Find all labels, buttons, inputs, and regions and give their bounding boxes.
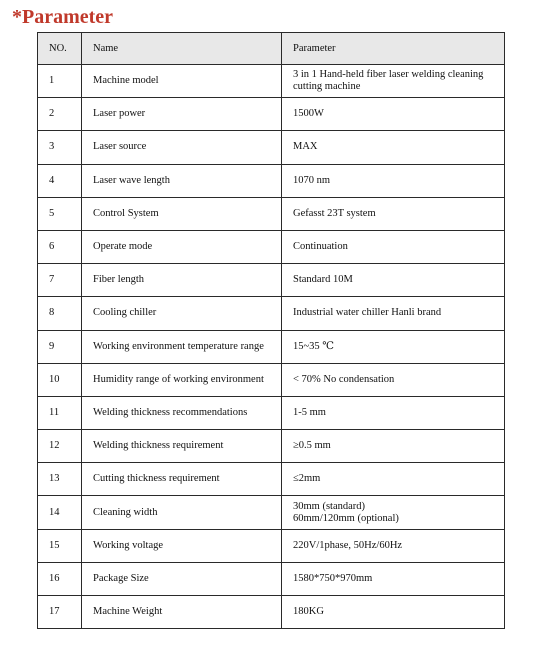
parameter-line: Industrial water chiller Hanli brand — [293, 307, 442, 319]
parameter-line: 60mm/120mm (optional) — [293, 512, 399, 524]
row-name: Welding thickness requirement — [82, 430, 282, 463]
row-number: 5 — [38, 197, 82, 230]
table-row — [38, 396, 505, 429]
table-row — [38, 230, 505, 263]
row-name: Welding thickness recommendations — [82, 396, 282, 429]
row-parameter — [282, 396, 505, 429]
row-parameter — [282, 131, 505, 164]
row-parameter — [282, 297, 505, 330]
parameter-line: MAX — [293, 141, 318, 153]
row-name: Humidity range of working environment — [82, 363, 282, 396]
row-parameter — [282, 463, 505, 496]
header-no: NO. — [38, 33, 82, 65]
row-parameter — [282, 496, 505, 529]
row-name: Machine Weight — [82, 596, 282, 629]
row-number: 1 — [38, 65, 82, 98]
row-name: Fiber length — [82, 264, 282, 297]
parameter-line: ≤2mm — [293, 473, 321, 485]
table-row — [38, 363, 505, 396]
row-number: 14 — [38, 496, 82, 529]
table-row — [38, 164, 505, 197]
table-row — [38, 98, 505, 131]
row-number: 13 — [38, 463, 82, 496]
parameter-line: 1580*750*970mm — [293, 572, 373, 584]
parameter-line: Continuation — [293, 241, 348, 253]
table-row — [38, 596, 505, 629]
table-row — [38, 330, 505, 363]
parameter-line: Gefasst 23T system — [293, 207, 376, 219]
row-number: 6 — [38, 230, 82, 263]
row-number: 12 — [38, 430, 82, 463]
row-number: 8 — [38, 297, 82, 330]
table-row — [38, 264, 505, 297]
row-parameter — [282, 197, 505, 230]
row-number: 17 — [38, 596, 82, 629]
table-row — [38, 197, 505, 230]
header-parameter: Parameter — [282, 33, 505, 65]
parameter-line: Standard 10M — [293, 274, 353, 286]
row-name: Machine model — [82, 65, 282, 98]
table-row — [38, 297, 505, 330]
table-row — [38, 562, 505, 595]
row-parameter — [282, 230, 505, 263]
row-number: 16 — [38, 562, 82, 595]
row-parameter — [282, 363, 505, 396]
parameter-line: 1070 nm — [293, 174, 331, 186]
table-row — [38, 496, 505, 529]
table-body — [38, 65, 505, 629]
table-row — [38, 131, 505, 164]
row-parameter — [282, 562, 505, 595]
row-parameter — [282, 596, 505, 629]
table-row — [38, 529, 505, 562]
page-heading: *Parameter — [12, 6, 114, 28]
row-parameter — [282, 430, 505, 463]
table-row — [38, 463, 505, 496]
parameter-line: 3 in 1 Hand-held fiber laser welding cleaning — [293, 69, 484, 81]
parameter-line: 15~35 ℃ — [293, 340, 335, 352]
row-number: 2 — [38, 98, 82, 131]
parameter-line: < 70% No condensation — [293, 373, 395, 385]
row-name: Laser power — [82, 98, 282, 131]
row-number: 9 — [38, 330, 82, 363]
row-name: Working environment temperature range — [82, 330, 282, 363]
table-row — [38, 430, 505, 463]
table-row — [38, 65, 505, 98]
row-parameter — [282, 264, 505, 297]
row-name: Cleaning width — [82, 496, 282, 529]
row-name: Package Size — [82, 562, 282, 595]
parameter-line: 220V/1phase, 50Hz/60Hz — [293, 539, 403, 551]
table-header-row — [38, 33, 505, 65]
row-name: Working voltage — [82, 529, 282, 562]
parameter-line: 1-5 mm — [293, 406, 326, 418]
header-name: Name — [82, 33, 282, 65]
parameter-line: ≥0.5 mm — [293, 440, 331, 452]
row-name: Laser wave length — [82, 164, 282, 197]
row-number: 11 — [38, 396, 82, 429]
row-parameter — [282, 330, 505, 363]
parameter-line: 180KG — [293, 606, 324, 618]
row-parameter — [282, 65, 505, 98]
parameter-line: 30mm (standard) — [293, 500, 366, 512]
row-number: 3 — [38, 131, 82, 164]
row-parameter — [282, 164, 505, 197]
row-name: Cooling chiller — [82, 297, 282, 330]
row-name: Laser source — [82, 131, 282, 164]
parameter-table — [37, 32, 505, 629]
row-parameter — [282, 529, 505, 562]
row-number: 15 — [38, 529, 82, 562]
row-name: Operate mode — [82, 230, 282, 263]
row-number: 7 — [38, 264, 82, 297]
row-number: 10 — [38, 363, 82, 396]
parameter-line: cutting machine — [293, 81, 361, 93]
parameter-line: 1500W — [293, 108, 324, 120]
row-name: Control System — [82, 197, 282, 230]
row-number: 4 — [38, 164, 82, 197]
row-parameter — [282, 98, 505, 131]
row-name: Cutting thickness requirement — [82, 463, 282, 496]
